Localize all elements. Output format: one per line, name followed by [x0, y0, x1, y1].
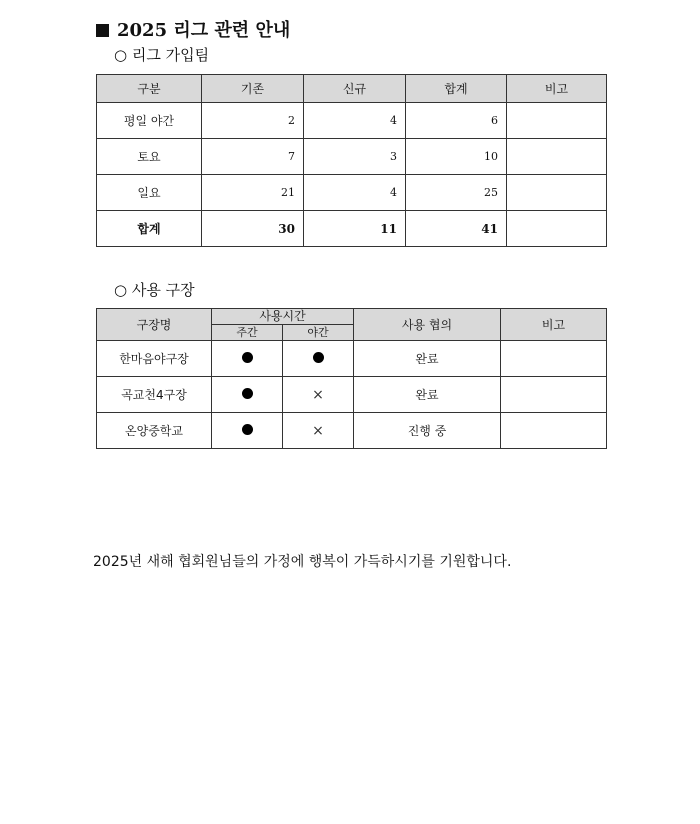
row-existing: 2: [202, 103, 304, 139]
table-total-row: [97, 211, 607, 247]
row-note: [507, 103, 607, 139]
row-label: 토요: [97, 139, 202, 175]
table-row: [97, 175, 607, 211]
row-existing: 21: [202, 175, 304, 211]
venues-table: [96, 308, 607, 449]
header-day: 주간: [212, 325, 283, 341]
filled-circle-icon: [242, 424, 253, 435]
heading-text: 2025 리그 관련 안내: [117, 20, 291, 41]
row-total: 25: [406, 175, 507, 211]
document-heading: [96, 18, 290, 44]
row-new: 4: [304, 175, 406, 211]
consult-status: 완료: [354, 377, 501, 413]
venue-name: 한마음야구장: [97, 341, 212, 377]
row-label: 합계: [97, 211, 202, 247]
table-row: [97, 413, 607, 449]
day-usage: [212, 413, 283, 449]
venue-name: 온양중학교: [97, 413, 212, 449]
header-night: 야간: [283, 325, 354, 341]
table-row: [97, 103, 607, 139]
filled-circle-icon: [242, 388, 253, 399]
night-usage: [283, 377, 354, 413]
day-usage: [212, 341, 283, 377]
venue-name: 곡교천4구장: [97, 377, 212, 413]
league-teams-table: [96, 74, 607, 247]
header-note: 비고: [507, 75, 607, 103]
cross-icon: ×: [312, 422, 324, 439]
consult-status: 완료: [354, 341, 501, 377]
row-note: [501, 413, 607, 449]
row-existing: 7: [202, 139, 304, 175]
table-row: [97, 377, 607, 413]
square-bullet-icon: [96, 24, 109, 37]
row-total: 6: [406, 103, 507, 139]
header-new: 신규: [304, 75, 406, 103]
filled-circle-icon: [313, 352, 324, 363]
day-usage: [212, 377, 283, 413]
row-note: [507, 139, 607, 175]
row-label: 일요: [97, 175, 202, 211]
row-total: 10: [406, 139, 507, 175]
table-header-row: [97, 309, 607, 325]
row-label: 평일 야간: [97, 103, 202, 139]
filled-circle-icon: [242, 352, 253, 363]
row-note: [507, 211, 607, 247]
header-usage-time: 사용시간: [212, 309, 354, 325]
header-total: 합계: [406, 75, 507, 103]
section-title-teams: ○ 리그 가입팀: [114, 46, 210, 64]
row-note: [507, 175, 607, 211]
cross-icon: ×: [312, 386, 324, 403]
row-new: 11: [304, 211, 406, 247]
header-existing: 기존: [202, 75, 304, 103]
night-usage: [283, 341, 354, 377]
section-title-venues: ○ 사용 구장: [114, 281, 195, 299]
table-row: [97, 139, 607, 175]
table-header-row: [97, 75, 607, 103]
header-venue: 구장명: [97, 309, 212, 341]
header-consult: 사용 협의: [354, 309, 501, 341]
row-existing: 30: [202, 211, 304, 247]
row-note: [501, 377, 607, 413]
night-usage: [283, 413, 354, 449]
row-new: 4: [304, 103, 406, 139]
header-note: 비고: [501, 309, 607, 341]
row-new: 3: [304, 139, 406, 175]
header-category: 구분: [97, 75, 202, 103]
row-total: 41: [406, 211, 507, 247]
table-row: [97, 341, 607, 377]
consult-status: 진행 중: [354, 413, 501, 449]
row-note: [501, 341, 607, 377]
closing-message: 2025년 새해 협회원님들의 가정에 행복이 가득하시기를 기원합니다.: [93, 554, 512, 570]
